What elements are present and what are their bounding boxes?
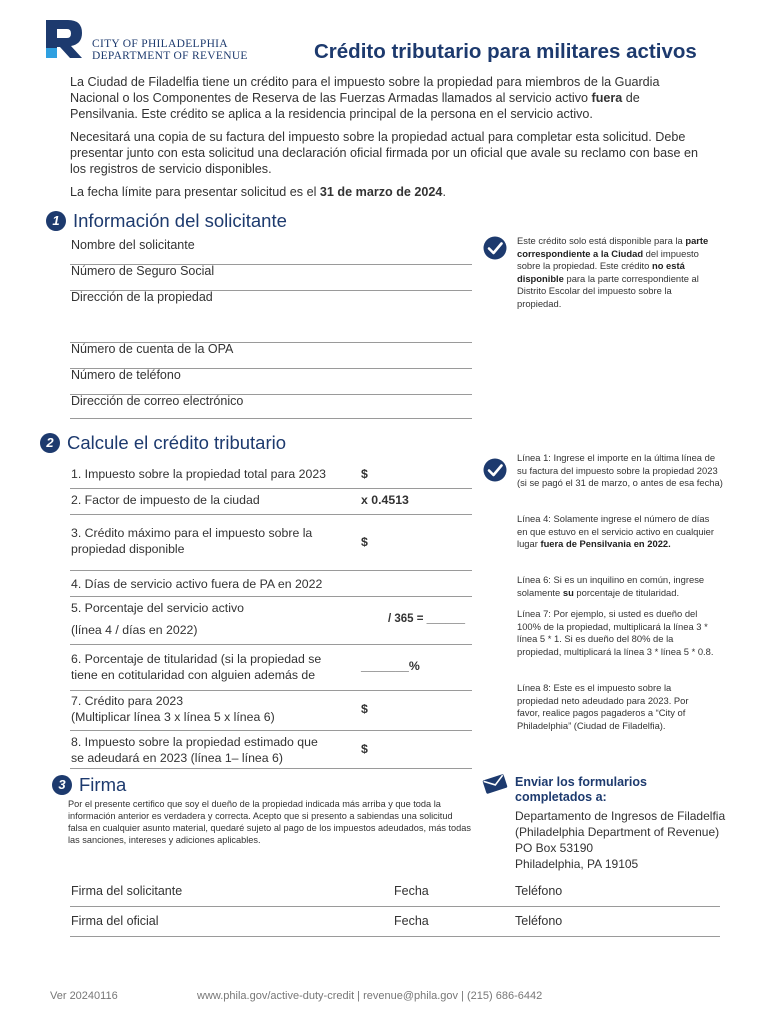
field-label: Firma del oficial [71,914,159,928]
note-text: Línea 4: Solamente ingrese el número de días en que estuvo en el servicio activo en cualquier lugar [517,513,714,549]
intro-p1-text-a: La Ciudad de Filadelfia tiene un crédito para el impuesto sobre la propiedad para miembros de la Guardia Nacional o los Componentes de Reserva de las Fuerzas Armadas llamados al servicio activo [70,75,660,105]
calc-value: $ [361,742,368,756]
document-title: Crédito tributario para militares activos [314,40,697,63]
note-text: porcentaje de titularidad. [573,586,680,598]
intro-paragraph-3 [70,184,710,200]
field-label: Dirección de correo electrónico [71,394,244,408]
section-3-number: 3 [52,775,72,795]
version-label: Ver 20240116 [50,990,118,1002]
intro-paragraph-1 [70,74,710,122]
city-logo-icon [44,18,84,60]
ssn-field[interactable] [70,264,472,291]
calc-label: 5. Porcentaje del servicio activo [71,601,244,615]
officer-signature-field[interactable] [70,906,394,937]
section-3-title: Firma [79,774,127,795]
section-2-heading [40,432,286,454]
calc-value: $ [361,467,368,481]
footer-contact: www.phila.gov/active-duty-credit | revenue@phila.gov | (215) 686-6442 [197,990,543,1002]
intro-p3-text-a: La fecha límite para presentar solicitud es el [70,185,320,199]
applicant-signature-field[interactable] [70,876,394,907]
intro-p3-text-b: . [442,185,446,199]
org-name [92,38,248,62]
send-forms-title [515,775,647,805]
calc-label: (Multiplicar línea 3 x línea 5 x línea 6) [71,710,275,724]
intro-p1-text-b: de Pensilvania. Este crédito se aplica a la residencia principal de la persona en el servicio activo. [70,91,640,121]
calc-label: (línea 4 / días en 2022) [71,623,198,637]
opa-account-field[interactable] [70,342,472,369]
section-2-number: 2 [40,433,60,453]
calc-line-3[interactable] [70,514,472,571]
send-title-line2: completados a: [515,790,607,804]
field-label: Teléfono [515,884,563,898]
note-bold: no está disponible [517,260,685,284]
calc-label: 8. Impuesto sobre la propiedad estimado que [71,735,318,749]
address-line: Philadelphia, PA 19105 [515,857,639,871]
city-tax-factor: x 0.4513 [361,493,409,507]
section-1-heading [46,210,287,232]
field-label: Nombre del solicitante [71,238,195,252]
address-line: Departamento de Ingresos de Filadelfia [515,809,726,823]
address-line: (Philadelphia Department of Revenue) [515,825,720,839]
field-label: Número de Seguro Social [71,264,215,278]
calc-label: 2. Factor de impuesto de la ciudad [71,493,260,507]
calc-label: 6. Porcentaje de titularidad (si la propiedad se [71,652,322,666]
line-6-note [517,574,732,599]
note-bold: fuera de Pensilvania en 2022. [540,538,671,549]
calc-label: tiene en cotitularidad con alguien además de [71,668,316,682]
calc-line-6[interactable] [70,644,472,691]
section-2-title: Calcule el crédito tributario [67,432,287,453]
property-address-field[interactable] [70,290,472,343]
calc-line-2 [70,488,472,515]
field-label: Firma del solicitante [71,884,183,898]
line-8-note: Línea 8: Este es el impuesto sobre la propiedad neto adeudado para 2023. Por favor, realice pagos pagaderos a “City of Philadelphia” (Ciudad de Filadelfia). [517,682,689,731]
email-field[interactable] [70,394,472,419]
note-text: Este crédito solo está disponible para la [517,235,686,246]
applicant-name-field[interactable] [70,238,472,265]
note-text: Línea 6: Si es un inquilino en común, ingrese solamente [517,574,705,598]
intro-paragraph-2: Necesitará una copia de su factura del impuesto sobre la propiedad actual para completar esta solicitud. Debe presentar junto con esta solicitud una declaración oficial firmada por un oficial que avale su reclamo con base en los registros de servicio disponibles. [70,130,698,176]
field-label: Número de teléfono [71,368,181,382]
field-label: Teléfono [515,914,563,928]
org-name-line2: DEPARTMENT OF REVENUE [92,50,248,62]
calc-line-1[interactable] [70,460,472,489]
intro-p1-bold: fuera [591,91,623,105]
field-label: Dirección de la propiedad [71,290,213,304]
note-text: para la parte correspondiente al Distrito Escolar del impuesto sobre la propiedad. [517,272,699,309]
note-bold: parte correspondiente a la Ciudad [517,235,709,259]
officer-date-field[interactable] [394,906,514,937]
note-text: del impuesto sobre la propiedad. Este crédito [517,247,699,271]
calc-line-4[interactable] [70,570,472,597]
section-3-heading [52,774,126,796]
line-7-note: Línea 7: Por ejemplo, si usted es dueño del 100% de la propiedad, multiplicará la línea 3 * línea 5 * 1. Si es dueño del 80% de la propiedad, multiplicará la línea 3 * línea 5 * 0.8. [517,608,714,657]
intro-text [70,74,710,200]
checkmark-icon [483,458,507,482]
field-label: Número de cuenta de la OPA [71,342,234,356]
section-1-title: Información del solicitante [73,210,287,231]
calc-label: 3. Crédito máximo para el impuesto sobre la [71,526,313,540]
calc-label: 1. Impuesto sobre la propiedad total para 2023 [71,467,326,481]
calc-line-7[interactable] [70,690,472,731]
deadline-date: 31 de marzo de 2024 [319,185,443,199]
address-line: PO Box 53190 [515,841,594,855]
line-4-note [517,513,717,551]
calc-value: / 365 = ______ [388,613,466,625]
calc-label: 7. Crédito para 2023 [71,694,184,708]
section-1-number: 1 [46,211,66,231]
applicant-date-field[interactable] [394,876,514,907]
calc-value: _______% [361,659,420,673]
calc-label: se adeudará en 2023 (línea 1– línea 6) [71,751,283,765]
org-name-line1: CITY OF PHILADELPHIA [92,38,228,50]
calc-line-8[interactable] [70,730,472,769]
calc-label: 4. Días de servicio activo fuera de PA en 2022 [71,577,323,591]
envelope-icon [481,772,509,796]
section-1-note [517,235,717,310]
field-label: Fecha [394,884,429,898]
mailing-address [515,808,725,872]
send-title-line1: Enviar los formularios [515,775,647,789]
phone-field[interactable] [70,368,472,395]
officer-phone-field[interactable] [514,906,720,937]
calc-line-5[interactable] [70,596,472,645]
note-bold: su [562,586,574,598]
applicant-phone-field[interactable] [514,876,720,907]
certification-text: Por el presente certifico que soy el dueño de la propiedad indicada más arriba y que toda la información anterior es verdadera y correcta. Acepto que si presento a sabiendas una solicitud falsa en cualquier asunto material, quedaré sujeto al pago de los impuestos adeudados, más todas las sanciones, intereses y adiciones aplicables. [68,799,471,845]
calc-value: $ [361,702,368,716]
calc-value: $ [361,535,368,549]
checkmark-icon [483,236,507,260]
calc-label: propiedad disponible [71,542,185,556]
field-label: Fecha [394,914,429,928]
line-1-note: Línea 1: Ingrese el importe en la última línea de su factura del impuesto sobre la propiedad 2023 (si se pagó el 31 de marzo, o antes de esa fecha) [517,452,723,488]
